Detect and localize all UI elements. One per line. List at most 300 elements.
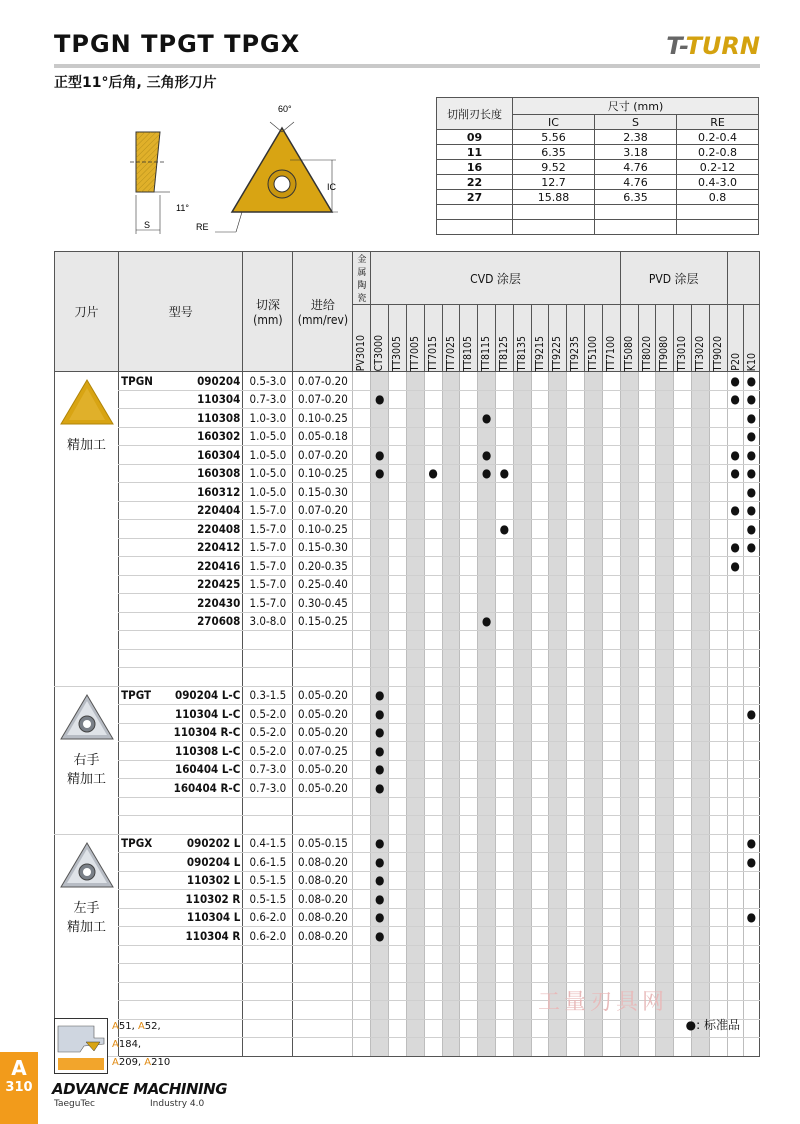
grade-cell (602, 890, 620, 909)
grade-cell (513, 982, 531, 1001)
size-table (436, 97, 759, 235)
feed-value: 0.15-0.30 (293, 483, 353, 502)
table-row (55, 446, 760, 465)
table-row (55, 908, 760, 927)
grade-cell (353, 760, 371, 779)
model-code (119, 964, 243, 983)
feed-value (293, 797, 353, 816)
depth-value: 0.6-2.0 (243, 908, 293, 927)
grade-cell (743, 594, 759, 613)
grade-cell (549, 1019, 567, 1038)
grade-cell (674, 723, 692, 742)
grade-cell (531, 1019, 549, 1038)
grade-header (531, 305, 549, 372)
grade-cell (656, 538, 674, 557)
grade-cell: ● (727, 372, 743, 391)
grade-label: TT5100 (587, 335, 600, 371)
grade-cell (674, 1038, 692, 1057)
grade-cell (656, 427, 674, 446)
grade-cell (620, 594, 638, 613)
model-code (119, 649, 243, 668)
grade-cell (602, 612, 620, 631)
grade-cell (371, 649, 389, 668)
grade-cell (656, 945, 674, 964)
depth-value: 0.3-1.5 (243, 686, 293, 705)
grade-cell (353, 964, 371, 983)
grade-cell (727, 779, 743, 798)
size-cell: 16 (437, 160, 513, 175)
grade-cell: ● (371, 723, 389, 742)
grade-cell (549, 538, 567, 557)
grade-cell (549, 427, 567, 446)
grade-cell (585, 1019, 603, 1038)
depth-value: 0.7-3.0 (243, 390, 293, 409)
model-code (119, 686, 243, 705)
grade-cell (602, 964, 620, 983)
grade-cell (727, 612, 743, 631)
grade-cell (709, 668, 727, 687)
grade-cell (424, 686, 442, 705)
grade-cell (620, 409, 638, 428)
grade-cell (620, 705, 638, 724)
grade-header (743, 305, 759, 372)
table-row (55, 705, 760, 724)
grade-cell (353, 982, 371, 1001)
grade-cell: ● (727, 557, 743, 576)
grade-cell (442, 982, 460, 1001)
grade-cell (460, 409, 478, 428)
grade-cell (656, 390, 674, 409)
grade-cell (727, 668, 743, 687)
table-row (55, 464, 760, 483)
grade-cell (442, 464, 460, 483)
grade-cell (513, 686, 531, 705)
size-cell: 15.88 (513, 190, 595, 205)
grade-cell: ● (743, 520, 759, 539)
grade-cell (727, 649, 743, 668)
feed-value: 0.07-0.20 (293, 390, 353, 409)
grade-cell (727, 686, 743, 705)
grade-cell (478, 501, 496, 520)
grade-cell (620, 816, 638, 835)
header-feed (293, 252, 353, 372)
grade-cell (743, 1001, 759, 1020)
grade-cell (709, 631, 727, 650)
grade-cell (709, 742, 727, 761)
table-row (55, 890, 760, 909)
model-number: 110308 (197, 410, 241, 425)
grade-cell (371, 594, 389, 613)
grade-label: TT3010 (676, 335, 689, 371)
grade-cell (691, 446, 709, 465)
grade-cell (495, 631, 513, 650)
model-number: 090204 (197, 373, 241, 388)
grade-cell (406, 1019, 424, 1038)
grade-cell (460, 483, 478, 502)
grade-header (602, 305, 620, 372)
grade-cell (727, 1038, 743, 1057)
grade-cell (442, 1038, 460, 1057)
grade-cell (585, 871, 603, 890)
grade-cell: ● (371, 686, 389, 705)
grade-cell (549, 760, 567, 779)
grade-cell (567, 1019, 585, 1038)
grade-cell (656, 464, 674, 483)
model-number: 270608 (197, 614, 241, 629)
grade-cell (460, 594, 478, 613)
grade-header (691, 305, 709, 372)
grade-cell (585, 390, 603, 409)
grade-cell: ● (371, 890, 389, 909)
grade-cell (406, 871, 424, 890)
grade-cell (478, 723, 496, 742)
grade-cell (424, 779, 442, 798)
size-cell: 2.38 (595, 130, 677, 145)
grade-cell (691, 575, 709, 594)
grade-cell (567, 853, 585, 872)
grade-cell (531, 649, 549, 668)
grade-cell (727, 409, 743, 428)
grade-cell (674, 742, 692, 761)
grade-cell (656, 446, 674, 465)
grade-cell (406, 816, 424, 835)
grade-cell (389, 723, 407, 742)
model-code (119, 982, 243, 1001)
grade-cell (460, 686, 478, 705)
grade-label: TT3005 (391, 335, 404, 371)
grade-cell (531, 409, 549, 428)
grade-cell (709, 464, 727, 483)
grade-cell (371, 520, 389, 539)
model-code (119, 427, 243, 446)
depth-value: 0.5-2.0 (243, 705, 293, 724)
grade-cell (674, 982, 692, 1001)
grade-cell (602, 760, 620, 779)
grade-cell (424, 964, 442, 983)
grade-cell (371, 501, 389, 520)
feed-value: 0.08-0.20 (293, 853, 353, 872)
grade-cell (620, 483, 638, 502)
grade-cell (585, 1038, 603, 1057)
grade-cell (442, 483, 460, 502)
grade-cell (674, 372, 692, 391)
grade-cell (531, 594, 549, 613)
model-code (119, 483, 243, 502)
table-row (55, 760, 760, 779)
grade-cell (549, 520, 567, 539)
grade-cell (567, 612, 585, 631)
grade-cell (620, 520, 638, 539)
grade-cell: ● (495, 520, 513, 539)
model-number: 110304 L-C (175, 706, 241, 721)
grade-cell (460, 834, 478, 853)
grade-cell (549, 964, 567, 983)
table-row (55, 853, 760, 872)
size-cell: 09 (437, 130, 513, 145)
grade-cell (709, 890, 727, 909)
grade-cell (691, 742, 709, 761)
grade-cell (602, 853, 620, 872)
feed-value (293, 964, 353, 983)
size-cell: 4.76 (595, 175, 677, 190)
grade-cell (549, 723, 567, 742)
size-cell: 11 (437, 145, 513, 160)
grade-cell (727, 816, 743, 835)
grade-cell (513, 483, 531, 502)
grade-cell (567, 649, 585, 668)
size-cell: 0.2-0.8 (677, 145, 759, 160)
grade-cell (442, 816, 460, 835)
grade-cell (743, 927, 759, 946)
grade-cell (727, 908, 743, 927)
grade-cell (602, 594, 620, 613)
grade-cell: ● (727, 446, 743, 465)
grade-cell (513, 1019, 531, 1038)
grade-cell (691, 409, 709, 428)
model-code (119, 575, 243, 594)
grade-cell (709, 594, 727, 613)
grade-cell (585, 372, 603, 391)
grade-cell (353, 853, 371, 872)
grade-cell (353, 594, 371, 613)
grade-cell (743, 557, 759, 576)
model-code (119, 409, 243, 428)
model-code (119, 927, 243, 946)
grade-cell (406, 409, 424, 428)
grade-cell (460, 575, 478, 594)
grade-cell (389, 446, 407, 465)
grade-header (371, 305, 389, 372)
grade-cell (495, 372, 513, 391)
feed-value (293, 1001, 353, 1020)
grade-cell (691, 982, 709, 1001)
grade-cell (353, 834, 371, 853)
grade-cell (406, 575, 424, 594)
grade-cell (478, 649, 496, 668)
grade-cell (743, 1019, 759, 1038)
grade-cell (353, 575, 371, 594)
grade-cell (709, 446, 727, 465)
grade-cell (424, 1019, 442, 1038)
grade-cell (442, 668, 460, 687)
depth-value: 0.5-1.5 (243, 871, 293, 890)
grade-cell (513, 446, 531, 465)
feed-value: 0.05-0.20 (293, 779, 353, 798)
grade-header (549, 305, 567, 372)
grade-cell (513, 594, 531, 613)
grade-cell (389, 575, 407, 594)
depth-value: 0.5-2.0 (243, 723, 293, 742)
grade-cell: ● (371, 834, 389, 853)
table-row (55, 427, 760, 446)
grade-cell (620, 686, 638, 705)
grade-cell (353, 908, 371, 927)
grade-cell (424, 816, 442, 835)
depth-value: 0.5-2.0 (243, 742, 293, 761)
page-references (112, 1018, 170, 1072)
grade-cell (495, 686, 513, 705)
grade-cell (585, 908, 603, 927)
grade-cell (478, 816, 496, 835)
grade-cell (513, 945, 531, 964)
feed-value: 0.07-0.20 (293, 372, 353, 391)
grade-cell (638, 372, 656, 391)
grade-cell (389, 964, 407, 983)
grade-cell (353, 890, 371, 909)
model-number: 220408 (197, 521, 241, 536)
grade-cell (478, 538, 496, 557)
grade-cell (691, 649, 709, 668)
grade-cell (567, 557, 585, 576)
grade-cell (549, 649, 567, 668)
grade-cell (585, 427, 603, 446)
point-angle-label: 60° (278, 104, 292, 114)
grade-cell (674, 409, 692, 428)
feed-value: 0.25-0.40 (293, 575, 353, 594)
grade-cell (531, 927, 549, 946)
grade-cell (656, 520, 674, 539)
grade-cell: ● (743, 390, 759, 409)
grade-cell (389, 668, 407, 687)
grade-cell (495, 982, 513, 1001)
grade-cell: ● (743, 705, 759, 724)
grade-cell (424, 575, 442, 594)
grade-cell (674, 945, 692, 964)
grade-cell (709, 853, 727, 872)
grade-cell (585, 834, 603, 853)
grade-cell (460, 779, 478, 798)
grade-cell (585, 816, 603, 835)
page-ref-text: 52, (144, 1021, 161, 1032)
grade-cell (460, 760, 478, 779)
model-number: 220430 (197, 595, 241, 610)
header-insert: 刀片 (55, 252, 119, 372)
grade-cell (406, 945, 424, 964)
grade-cell (513, 723, 531, 742)
grade-cell: ● (727, 464, 743, 483)
insert-hand-label: 右手 (73, 752, 100, 768)
grade-cell (602, 871, 620, 890)
grade-cell (406, 390, 424, 409)
feed-value: 0.08-0.20 (293, 890, 353, 909)
feed-value (293, 649, 353, 668)
grade-cell (495, 501, 513, 520)
grade-header (406, 305, 424, 372)
grade-cell (406, 927, 424, 946)
grade-cell (638, 964, 656, 983)
grade-cell (743, 945, 759, 964)
side-view (130, 132, 170, 234)
table-row (55, 871, 760, 890)
grade-cell (585, 557, 603, 576)
grade-cell (656, 1038, 674, 1057)
grade-cell (371, 964, 389, 983)
grade-cell (727, 483, 743, 502)
grade-cell (406, 760, 424, 779)
page-ref-text: 51, (118, 1021, 138, 1032)
grade-cell (602, 464, 620, 483)
grade-cell (656, 705, 674, 724)
model-number: 110304 R (185, 928, 241, 943)
grade-cell (620, 1038, 638, 1057)
grade-cell (567, 686, 585, 705)
grade-cell: ● (371, 871, 389, 890)
page-title: TPGN TPGT TPGX (54, 30, 301, 58)
model-number: 110302 L (186, 873, 241, 888)
grade-header (478, 305, 496, 372)
grade-cell (585, 686, 603, 705)
grade-cell (353, 409, 371, 428)
grade-cell (460, 705, 478, 724)
thickness-label: S (144, 220, 151, 230)
grade-cell (674, 705, 692, 724)
depth-value (243, 631, 293, 650)
grade-cell (585, 483, 603, 502)
grade-cell (549, 853, 567, 872)
grade-cell (674, 483, 692, 502)
feed-value: 0.07-0.20 (293, 446, 353, 465)
grade-cell (406, 982, 424, 1001)
grade-cell (602, 908, 620, 927)
grade-cell (567, 927, 585, 946)
grade-cell (460, 927, 478, 946)
grade-cell (620, 723, 638, 742)
grade-cell (709, 501, 727, 520)
grade-cell (495, 594, 513, 613)
table-row (55, 834, 760, 853)
grade-cell (513, 816, 531, 835)
grade-cell (727, 427, 743, 446)
grade-cell (620, 390, 638, 409)
model-code (119, 779, 243, 798)
grade-cell (513, 649, 531, 668)
grade-cell (638, 668, 656, 687)
grade-cell (478, 834, 496, 853)
grade-cell (478, 927, 496, 946)
grade-cell (638, 1038, 656, 1057)
grade-cell (620, 834, 638, 853)
grade-cell (709, 982, 727, 1001)
grade-cell (674, 575, 692, 594)
feed-value: 0.08-0.20 (293, 908, 353, 927)
grade-cell (638, 779, 656, 798)
grade-cell (442, 372, 460, 391)
grade-cell (371, 797, 389, 816)
model-number: 090204 L-C (175, 688, 241, 703)
grade-cell: ● (743, 372, 759, 391)
grade-cell (638, 927, 656, 946)
grade-cell (656, 964, 674, 983)
model-number: 090204 L (186, 854, 241, 869)
grade-cell (478, 982, 496, 1001)
header-depth-label: 切深 (255, 298, 280, 312)
grade-cell (442, 631, 460, 650)
table-row (55, 538, 760, 557)
table-row (55, 390, 760, 409)
grade-cell (585, 779, 603, 798)
feed-value: 0.30-0.45 (293, 594, 353, 613)
page-ref-text: 209, (118, 1057, 145, 1068)
grade-header (389, 305, 407, 372)
table-row (55, 520, 760, 539)
grade-cell (531, 816, 549, 835)
feed-value: 0.10-0.25 (293, 520, 353, 539)
size-cell (677, 205, 759, 220)
grade-cell (602, 501, 620, 520)
grade-header (656, 305, 674, 372)
grade-cell (460, 668, 478, 687)
grade-cell (691, 908, 709, 927)
